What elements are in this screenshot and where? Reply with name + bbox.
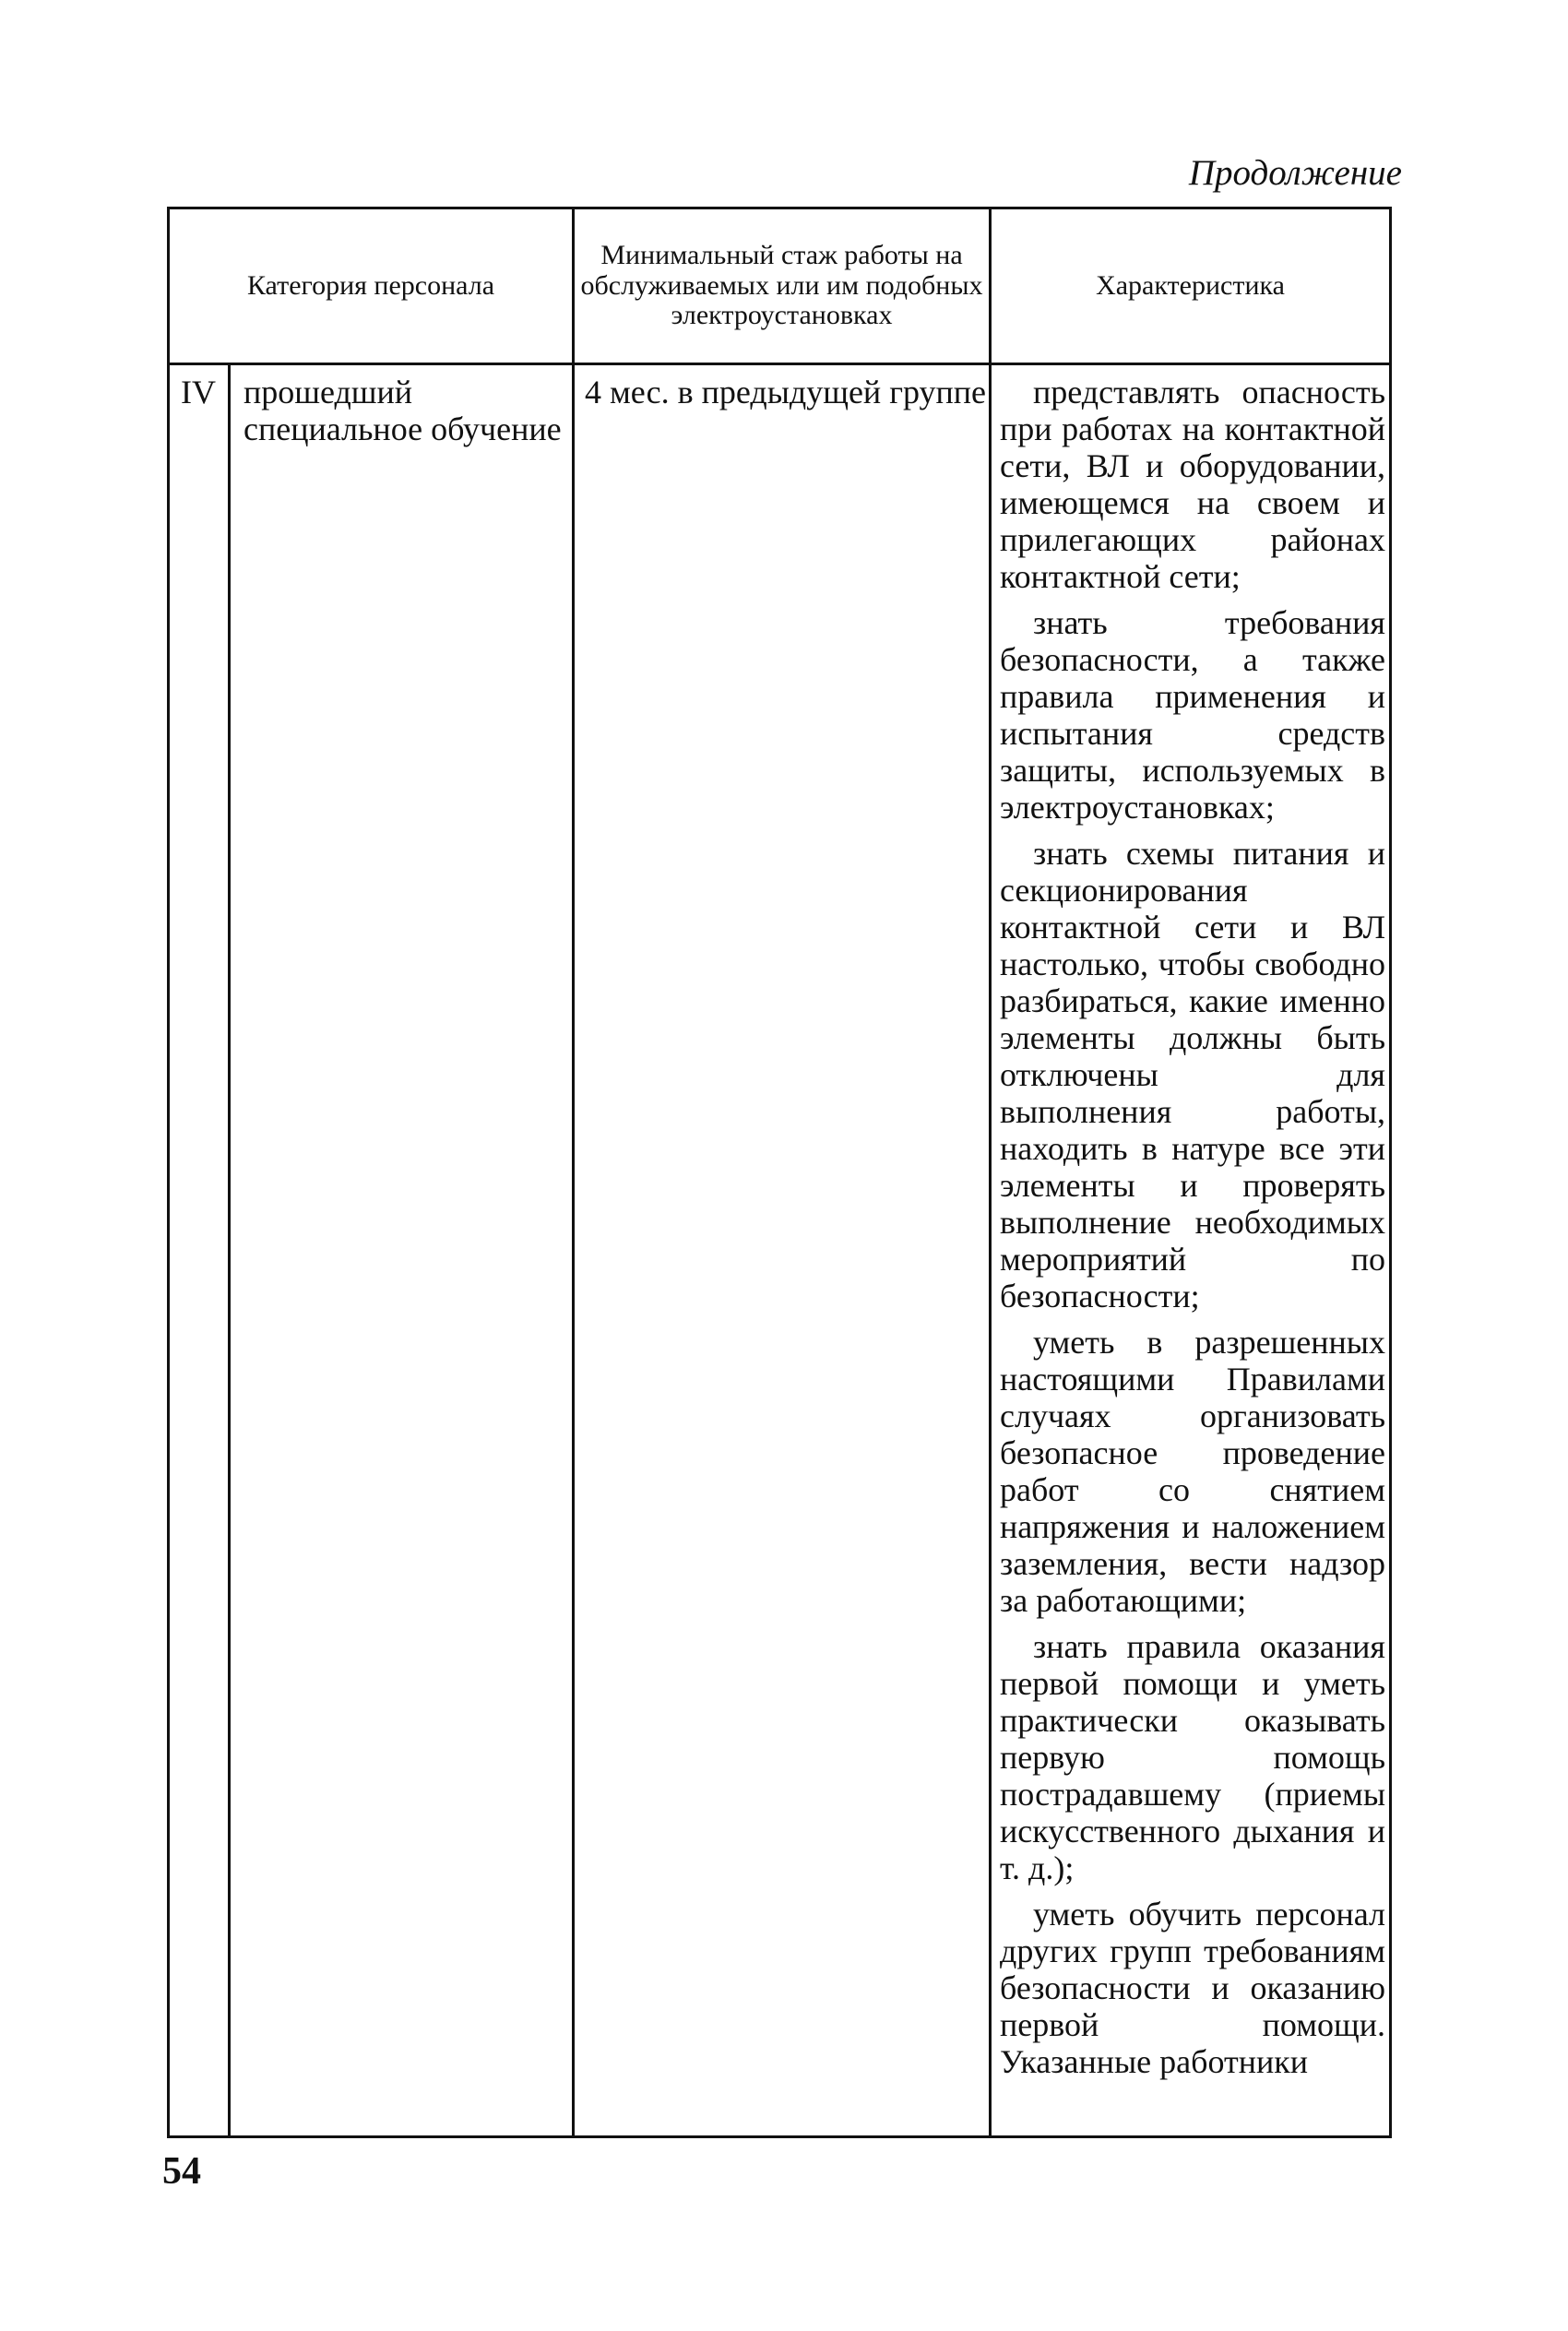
header-characteristic xyxy=(992,209,1389,363)
header-min-experience xyxy=(575,209,989,363)
header-category-text: Категория персонала xyxy=(246,269,495,301)
cell-characteristic xyxy=(1000,374,1385,2089)
column-divider xyxy=(572,209,575,2135)
column-divider xyxy=(989,209,992,2135)
characteristic-paragraph: знать правила оказания первой помощи и уметь практически оказывать первую помощь пострадавшему (приемы искусственного дыхания и т. д.); xyxy=(1000,1628,1385,1886)
personnel-qualification-table xyxy=(167,207,1392,2138)
group-column-divider xyxy=(228,364,231,2135)
continuation-label: Продолжение xyxy=(1188,153,1402,193)
characteristic-paragraph: знать схемы питания и секционирования контактной сети и ВЛ настолько, чтобы свободно разбираться, какие именно элементы должны быть отключены для выполнения работы, находить в натуре все эти элементы и проверять выполнение необходимых мероприятий по безопасности; xyxy=(1000,835,1385,1314)
header-characteristic-text: Характеристика xyxy=(1096,269,1285,301)
characteristic-paragraph: знать требования безопасности, а также правила применения и испытания средств защиты, используемых в электроустановках; xyxy=(1000,604,1385,826)
page-number: 54 xyxy=(162,2150,201,2193)
characteristic-paragraph: представлять опасность при работах на контактной сети, ВЛ и оборудовании, имеющемся на своем и прилегающих районах контактной сети; xyxy=(1000,374,1385,595)
header-divider xyxy=(170,363,1389,365)
characteristic-paragraph: уметь в разрешенных настоящими Правилами случаях организовать безопасное проведение работ со снятием напряжения и наложением заземления, вести надзор за работающими; xyxy=(1000,1324,1385,1619)
header-min-experience-text: Минимальный стаж работы на обслуживаемых или им подобных электроустановках xyxy=(580,240,983,331)
header-category xyxy=(170,209,572,363)
cell-category: прошедший специальное обучение xyxy=(244,374,562,447)
cell-min-experience: 4 мес. в предыдущей группе xyxy=(585,374,986,410)
characteristic-paragraph: уметь обучить персонал других групп требованиям безопасности и оказанию первой помощи. Указанные работники xyxy=(1000,1896,1385,2080)
cell-group: IV xyxy=(181,374,216,410)
